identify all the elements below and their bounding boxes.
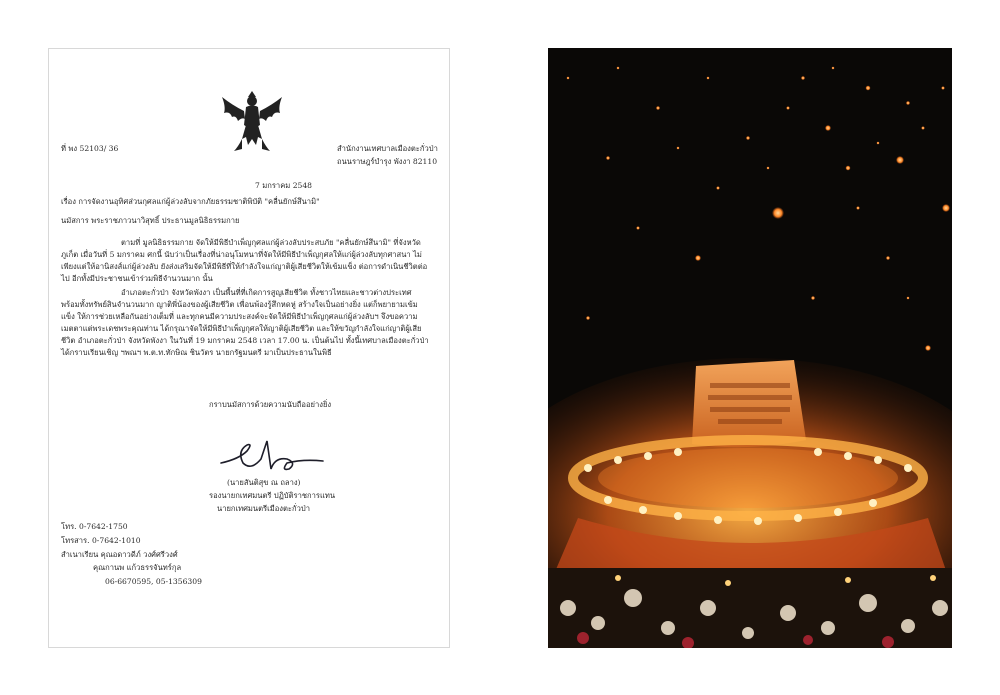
signer-organization: นายกเทศมนตรีเมืองตะกั่วป่า <box>217 504 310 513</box>
office-address: ถนนราษฎร์บำรุง พังงา 82110 <box>337 157 438 166</box>
foreground-flowers <box>548 568 952 648</box>
copy-to: สำเนาเรียน คุณอดาวดีภ์ วงศ์ศรีวงศ์ <box>61 550 178 559</box>
handwritten-signature <box>217 429 327 477</box>
contact-phones: 06-6670595, 05-1356309 <box>105 577 202 586</box>
copy-to-second: คุณกานพ แก้วธรรจันทร์กุล <box>93 563 182 572</box>
garuda-emblem-icon <box>220 91 284 155</box>
letter-subject: เรื่อง การจัดงานอุทิศส่วนกุศลแก่ผู้ล่วงลับจากภัยธรรมชาติพิบัติ "คลื่นยักษ์สึนามิ" <box>61 197 320 206</box>
ceremony-photo <box>548 48 952 648</box>
telephone: โทร. 0-7642-1750 <box>61 522 128 531</box>
closing-phrase: กราบนมัสการด้วยความนับถืออย่างยิ่ง <box>209 400 332 409</box>
letter-date: 7 มกราคม 2548 <box>255 181 313 190</box>
office-name: สำนักงานเทศบาลเมืองตะกั่วป่า <box>337 144 438 153</box>
lantern-ceremony-image <box>548 48 952 648</box>
letter-salutation: นมัสการ พระราชภาวนาวิสุทธิ์ ประธานมูลนิธิธรรมกาย <box>61 216 240 225</box>
letter-paragraph-2: อำเภอตะกั่วป่า จังหวัดพังงา เป็นพื้นที่ที่เกิดการสูญเสียชีวิต ทั้งชาวไทยและชาวต่างประเทศ พร้อมทั้งทรัพย์สินจำนวนมาก ญาติพี่น้องของผู้เสียชีวิต เพื่อนพ้องรู้สึกหดหู่ สร้างใจเป็นอย่างยิ่ง แต่ก็พยายามเข้มแข็ง ให้การช่วยเหลือกันอย่างเต็มที่ และทุกคนมีความประสงค์จะจัดให้มีพิธีบำเพ็ญกุศลแก่ผู้ล่วงลับฯ จึงขอความเมตตาแต่พระเดชพระคุณท่าน ได้กรุณาจัดให้มีพิธีบำเพ็ญกุศลให้ญาติผู้เสียชีวิต และให้ขวัญกำลังใจแก่ญาติผู้เสียชีวิต อำเภอตะกั่วป่า จังหวัดพังงา ในวันที่ 19 มกราคม 2548 เวลา 17.00 น. เป็นต้นไป ทั้งนี้เทศบาลเมืองตะกั่วป่า ได้กราบเรียนเชิญ ฯพณฯ พ.ต.ท.ทักษิณ ชินวัตร นายกรัฐมนตรี มาเป็นประธานในพิธี <box>61 288 429 357</box>
memorial-monument <box>692 360 806 447</box>
letter-paragraph-1: ตามที่ มูลนิธิธรรมกาย จัดให้มีพิธีบำเพ็ญกุศลแก่ผู้ล่วงลับประสบภัย "คลื่นยักษ์สึนามิ" ที่จังหวัดภูเก็ต เมื่อวันที่ 5 มกราคม ศกนี้ นับว่าเป็นเรื่องที่น่าอนุโมทนาที่จัดให้มีพิธีบำเพ็ญกุศลให้แก่ผู้ล่วงลับทุกศาสนา ไม่เพียงแต่ให้อานิสงส์แก่ผู้ล่วงลับ ยังส่งเสริมจัดให้มีพิธีที่ให้กำลังใจแก่ญาติผู้เสียชีวิตให้เข้มแข็ง ต่อการดำเนินชีวิตต่อไป อีกทั้งมีประชาชนเข้าร่วมพิธีจำนวนมาก นั้น <box>61 238 428 283</box>
signer-name: (นายสันติสุข ณ ถลาง) <box>227 478 301 487</box>
signer-title: รองนายกเทศมนตรี ปฏิบัติราชการแทน <box>209 491 336 500</box>
reference-number: ที่ พง 52103/ 36 <box>61 144 119 153</box>
fax: โทรสาร. 0-7642-1010 <box>61 536 141 545</box>
official-letter <box>48 48 450 648</box>
